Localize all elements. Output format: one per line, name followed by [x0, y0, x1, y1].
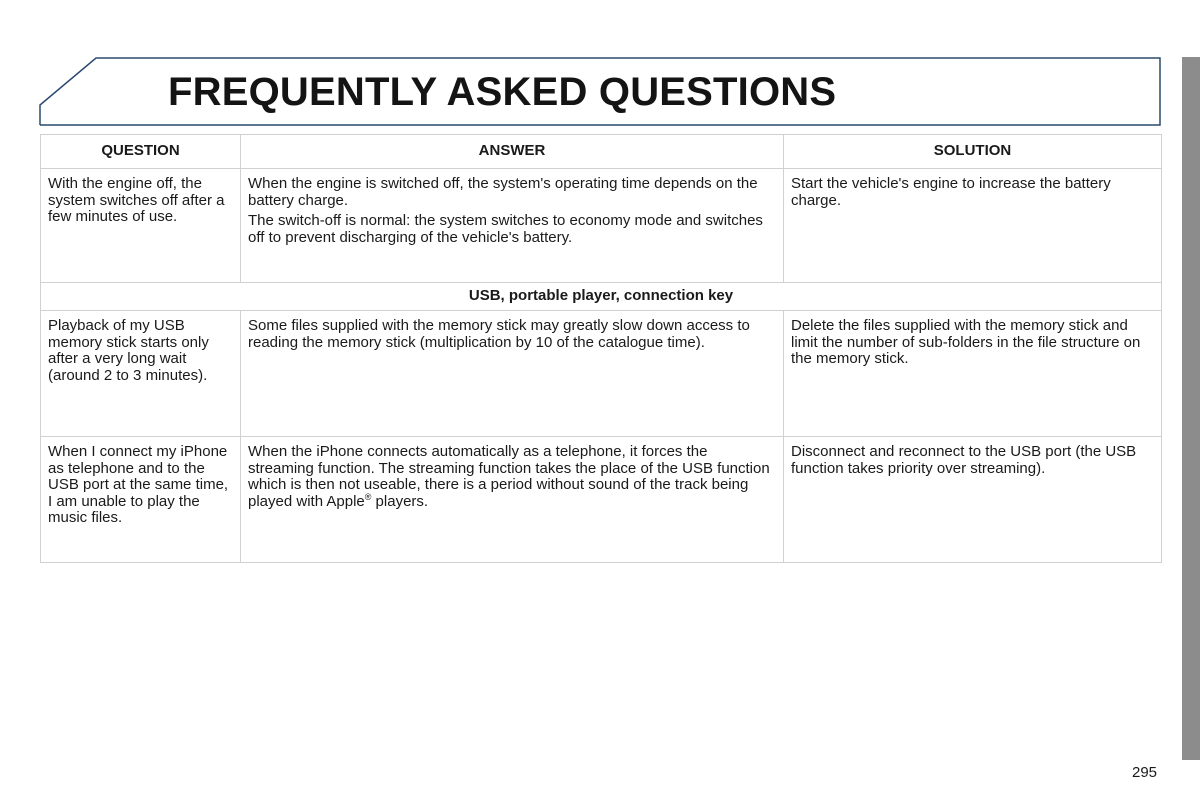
question-cell: Playback of my USB memory stick starts only after a very long wait (around 2 to 3 minutes).	[41, 311, 241, 437]
table-row	[41, 437, 1162, 563]
table-row	[41, 169, 1162, 283]
page-number: 295	[1132, 764, 1158, 781]
answer-text-end: players.	[371, 492, 429, 510]
page-title: FREQUENTLY ASKED QUESTIONS	[168, 70, 837, 114]
solution-cell: Start the vehicle's engine to increase the battery charge.	[784, 169, 1162, 283]
answer-paragraph: When the engine is switched off, the system's operating time depends on the battery charge.	[248, 175, 758, 209]
question-cell: With the engine off, the system switches off after a few minutes of use.	[41, 169, 241, 283]
answer-cell: Some files supplied with the memory stick may greatly slow down access to reading the memory stick (multiplication by 10 of the catalogue time).	[241, 311, 784, 437]
section-heading: USB, portable player, connection key	[41, 283, 1162, 311]
column-header-answer: ANSWER	[241, 135, 784, 169]
column-header-question: QUESTION	[41, 135, 241, 169]
table-row	[41, 311, 1162, 437]
table-header-row	[41, 135, 1162, 169]
answer-paragraph: The switch-off is normal: the system switches to economy mode and switches off to prevent discharging of the vehicle's battery.	[248, 212, 763, 246]
answer-cell	[241, 169, 784, 283]
faq-table	[40, 134, 1162, 563]
answer-text: When the iPhone connects automatically as a telephone, it forces the streaming function. The streaming function takes the place of the USB function which is then not useable, there is a period without sound of the track being played with Apple	[248, 443, 770, 510]
chapter-side-tab	[1182, 57, 1200, 760]
section-heading-row	[41, 283, 1162, 311]
question-cell: When I connect my iPhone as telephone and to the USB port at the same time, I am unable to play the music files.	[41, 437, 241, 563]
solution-cell: Disconnect and reconnect to the USB port (the USB function takes priority over streaming).	[784, 437, 1162, 563]
registered-mark: ®	[364, 491, 372, 502]
column-header-solution: SOLUTION	[784, 135, 1162, 169]
solution-cell: Delete the files supplied with the memory stick and limit the number of sub-folders in the file structure on the memory stick.	[784, 311, 1162, 437]
answer-cell	[241, 437, 784, 563]
